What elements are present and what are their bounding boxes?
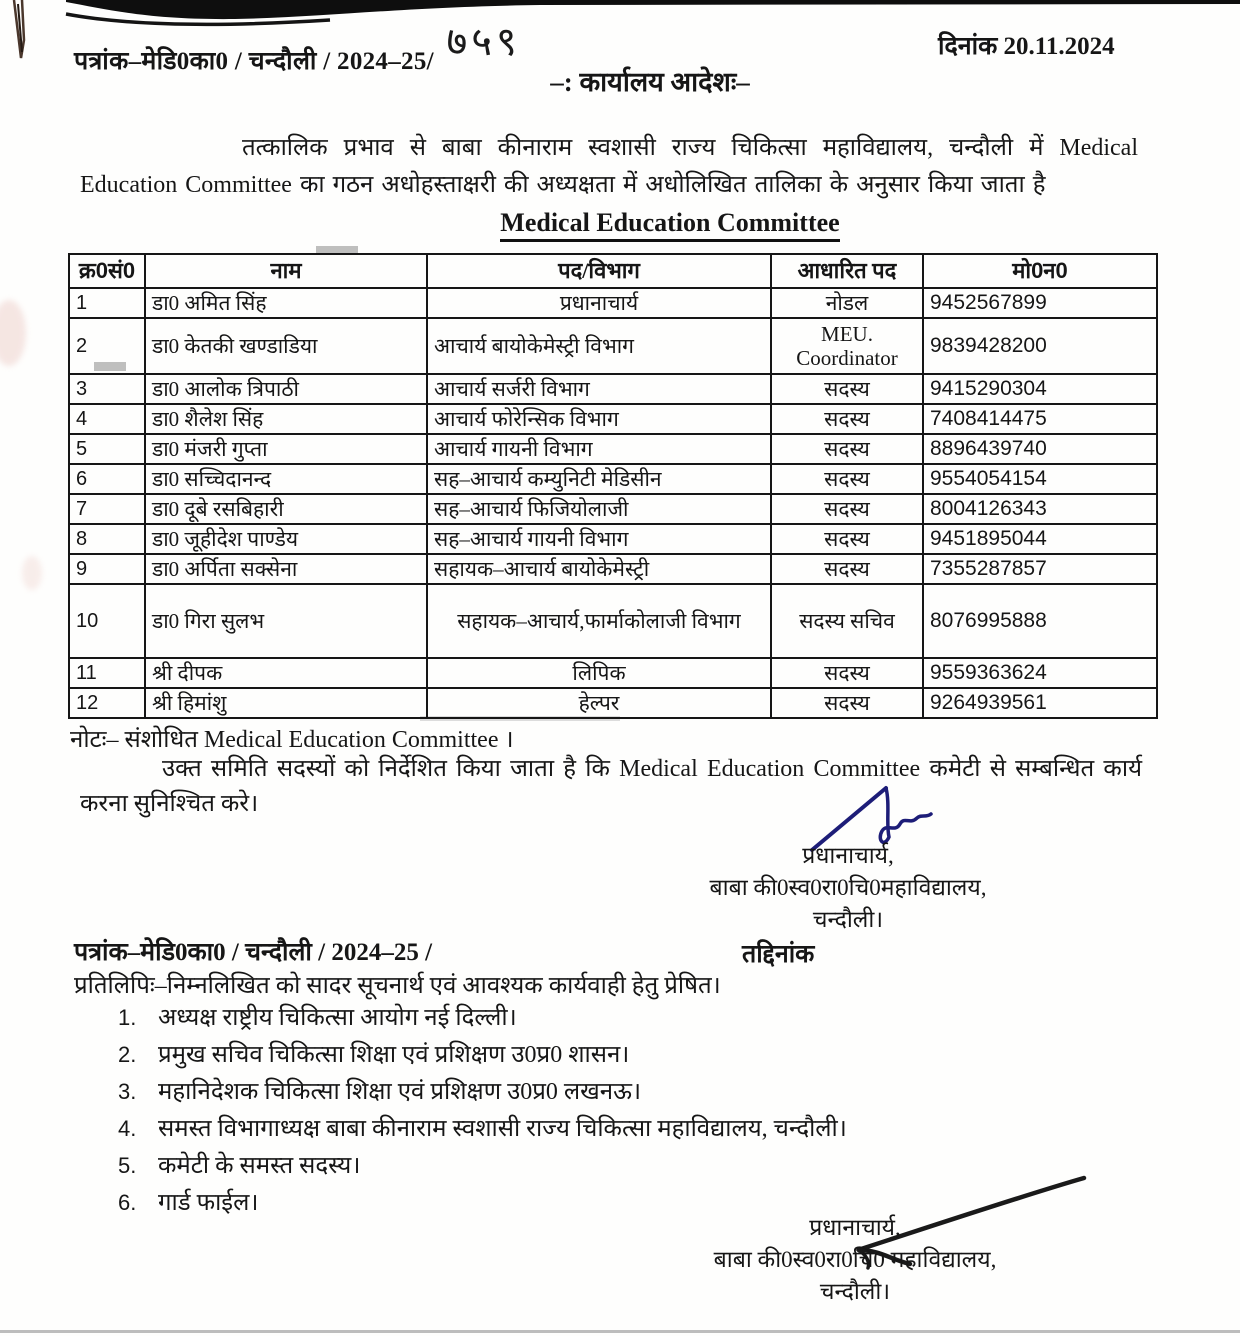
list-item-text: प्रमुख सचिव चिकित्सा शिक्षा एवं प्रशिक्षण उ0प्र0 शासन। (158, 1042, 630, 1068)
cell-post: आचार्य गायनी विभाग (427, 434, 771, 464)
cell-phone: 9554054154 (923, 464, 1157, 494)
cell-name: डा0 दूबे रसबिहारी (145, 494, 427, 524)
list-item-text: अध्यक्ष राष्ट्रीय चिकित्सा आयोग नई दिल्ली। (158, 1005, 517, 1031)
cell-name: डा0 अमित सिंह (145, 288, 427, 318)
reference-printed-text: पत्रांक–मेडि0का0 / चन्दौली / 2024–25/ (74, 48, 434, 75)
cell-name: डा0 अर्पिता सक्सेना (145, 554, 427, 584)
note-line: नोटः– संशोधित Medical Education Committee । (70, 727, 514, 753)
cell-role: MEU. Coordinator (771, 318, 923, 374)
cell-phone: 9415290304 (923, 374, 1157, 404)
cell-sn: 10 (69, 584, 145, 658)
committee-table-body (69, 288, 1157, 718)
date-line: दिनांक 20.11.2024 (938, 33, 1115, 60)
committee-title (120, 208, 1220, 238)
table-row (69, 658, 1157, 688)
scan-pin-mark (4, 0, 44, 70)
signatory-designation: प्रधानाचार्य, (802, 843, 894, 868)
header-role: आधारित पद (771, 254, 923, 288)
list-item-text: समस्त विभागाध्यक्ष बाबा कीनाराम स्वशासी राज्य चिकित्सा महाविद्यालय, चन्दौली। (158, 1116, 847, 1142)
cell-sn: 6 (69, 464, 145, 494)
cell-role: सदस्य (771, 688, 923, 718)
cell-post: सह–आचार्य कम्युनिटी मेडिसीन (427, 464, 771, 494)
table-row (69, 318, 1157, 374)
copy-reference-line: पत्रांक–मेडि0का0 / चन्दौली / 2024–25 / (74, 939, 433, 966)
list-item-number: 2. (118, 1042, 137, 1067)
cell-role: सदस्य (771, 494, 923, 524)
cell-phone: 7355287857 (923, 554, 1157, 584)
table-row (69, 464, 1157, 494)
list-item (118, 1078, 1128, 1106)
cell-name: डा0 शैलेश सिंह (145, 404, 427, 434)
cell-sn: 4 (69, 404, 145, 434)
cell-name: डा0 मंजरी गुप्ता (145, 434, 427, 464)
table-row (69, 584, 1157, 658)
intro-paragraph: तत्कालिक प्रभाव से बाबा कीनाराम स्वशासी राज्य चिकित्सा महाविद्यालय, चन्दौली में Medical Education Committee का गठन अधोहस्ताक्षरी की अध्यक्षता में अधोलिखित तालिका के अनुसार किया जाता है (80, 135, 1138, 198)
list-item-text: कमेटी के समस्त सदस्य। (158, 1153, 361, 1179)
signatory-institution: बाबा की0स्व0रा0चि0महाविद्यालय, (709, 875, 987, 900)
list-item-number: 3. (118, 1079, 137, 1104)
committee-title-text: Medical Education Committee (500, 208, 839, 242)
table-row (69, 404, 1157, 434)
copy-heading: प्रतिलिपिः–निम्नलिखित को सादर सूचनार्थ एवं आवश्यक कार्यवाही हेतु प्रेषित। (74, 973, 721, 999)
cell-post: आचार्य फोरेन्सिक विभाग (427, 404, 771, 434)
cell-sn: 9 (69, 554, 145, 584)
header-phone: मो0न0 (923, 254, 1157, 288)
list-item-number: 6. (118, 1190, 137, 1215)
cell-post: लिपिक (427, 658, 771, 688)
cell-name: डा0 आलोक त्रिपाठी (145, 374, 427, 404)
table-row (69, 494, 1157, 524)
signature-block-1 (688, 840, 1008, 936)
scan-smudge (22, 556, 42, 590)
header-post: पद/विभाग (427, 254, 771, 288)
cell-name: डा0 गिरा सुलभ (145, 584, 427, 658)
signatory-place: चन्दौली। (812, 907, 884, 932)
cell-name: श्री दीपक (145, 658, 427, 688)
reference-handwritten-number: ७५९ (446, 19, 521, 65)
cell-phone: 7408414475 (923, 404, 1157, 434)
cell-role: सदस्य (771, 464, 923, 494)
header-name: नाम (145, 254, 427, 288)
cell-sn: 2 (69, 318, 145, 374)
table-row (69, 434, 1157, 464)
cell-sn: 12 (69, 688, 145, 718)
table-row (69, 524, 1157, 554)
cell-post: सह–आचार्य फिजियोलाजी (427, 494, 771, 524)
cell-role: सदस्य (771, 434, 923, 464)
cell-phone: 9452567899 (923, 288, 1157, 318)
cell-post: आचार्य सर्जरी विभाग (427, 374, 771, 404)
list-item-number: 5. (118, 1153, 137, 1178)
table-row (69, 554, 1157, 584)
committee-table-header (69, 254, 1157, 288)
cell-role: नोडल (771, 288, 923, 318)
cell-phone: 9839428200 (923, 318, 1157, 374)
cell-role: सदस्य (771, 658, 923, 688)
cell-sn: 1 (69, 288, 145, 318)
committee-table (68, 253, 1158, 719)
cell-role: सदस्य सचिव (771, 584, 923, 658)
cell-phone: 8076995888 (923, 584, 1157, 658)
signature-block-2 (690, 1212, 1020, 1308)
scan-bottom-edge (0, 1330, 1240, 1333)
table-row (69, 288, 1157, 318)
cell-post: प्रधानाचार्य (427, 288, 771, 318)
cell-phone: 9264939561 (923, 688, 1157, 718)
cell-name: डा0 सच्चिदानन्द (145, 464, 427, 494)
list-item (118, 1115, 1128, 1143)
cell-post: हेल्पर (427, 688, 771, 718)
office-order-title: –: कार्यालय आदेशः– (550, 67, 750, 97)
table-row (69, 374, 1157, 404)
cell-post: सह–आचार्य गायनी विभाग (427, 524, 771, 554)
list-item-text: महानिदेशक चिकित्सा शिक्षा एवं प्रशिक्षण उ0प्र0 लखनऊ। (158, 1079, 642, 1105)
cell-sn: 3 (69, 374, 145, 404)
cell-post: सहायक–आचार्य,फार्माकोलाजी विभाग (427, 584, 771, 658)
list-item (118, 1004, 1128, 1032)
cell-sn: 8 (69, 524, 145, 554)
list-item-text: गार्ड फाईल। (158, 1190, 259, 1216)
signatory-institution: बाबा की0स्व0रा0चि0 महाविद्यालय, (713, 1247, 997, 1272)
cell-phone: 9559363624 (923, 658, 1157, 688)
directive-paragraph: उक्त समिति सदस्यों को निर्देशित किया जाता है कि Medical Education Committee कमेटी से सम्बन्धित कार्य करना सुनिश्चित करे। (80, 756, 1142, 817)
cell-name: श्री हिमांशु (145, 688, 427, 718)
cell-sn: 7 (69, 494, 145, 524)
cell-phone: 8004126343 (923, 494, 1157, 524)
cell-name: डा0 जूहीदेश पाण्डेय (145, 524, 427, 554)
cell-name: डा0 केतकी खण्डाडिया (145, 318, 427, 374)
cell-role: सदस्य (771, 374, 923, 404)
cell-role: सदस्य (771, 404, 923, 434)
table-row (69, 688, 1157, 718)
list-item-number: 4. (118, 1116, 137, 1141)
cell-sn: 5 (69, 434, 145, 464)
table-header-row (69, 254, 1157, 288)
cell-post: आचार्य बायोकेमेस्ट्री विभाग (427, 318, 771, 374)
list-item-number: 1. (118, 1005, 137, 1030)
signatory-place: चन्दौली। (819, 1279, 891, 1304)
copy-date-label: तद्दिनांक (742, 941, 815, 968)
header-serial: क्र0सं0 (69, 254, 145, 288)
cell-phone: 8896439740 (923, 434, 1157, 464)
cell-sn: 11 (69, 658, 145, 688)
cell-role: सदस्य (771, 554, 923, 584)
cell-role: सदस्य (771, 524, 923, 554)
cell-phone: 9451895044 (923, 524, 1157, 554)
signatory-designation: प्रधानाचार्य, (809, 1215, 901, 1240)
cell-post: सहायक–आचार्य बायोकेमेस्ट्री (427, 554, 771, 584)
list-item (118, 1041, 1128, 1069)
scan-smudge (0, 300, 26, 366)
